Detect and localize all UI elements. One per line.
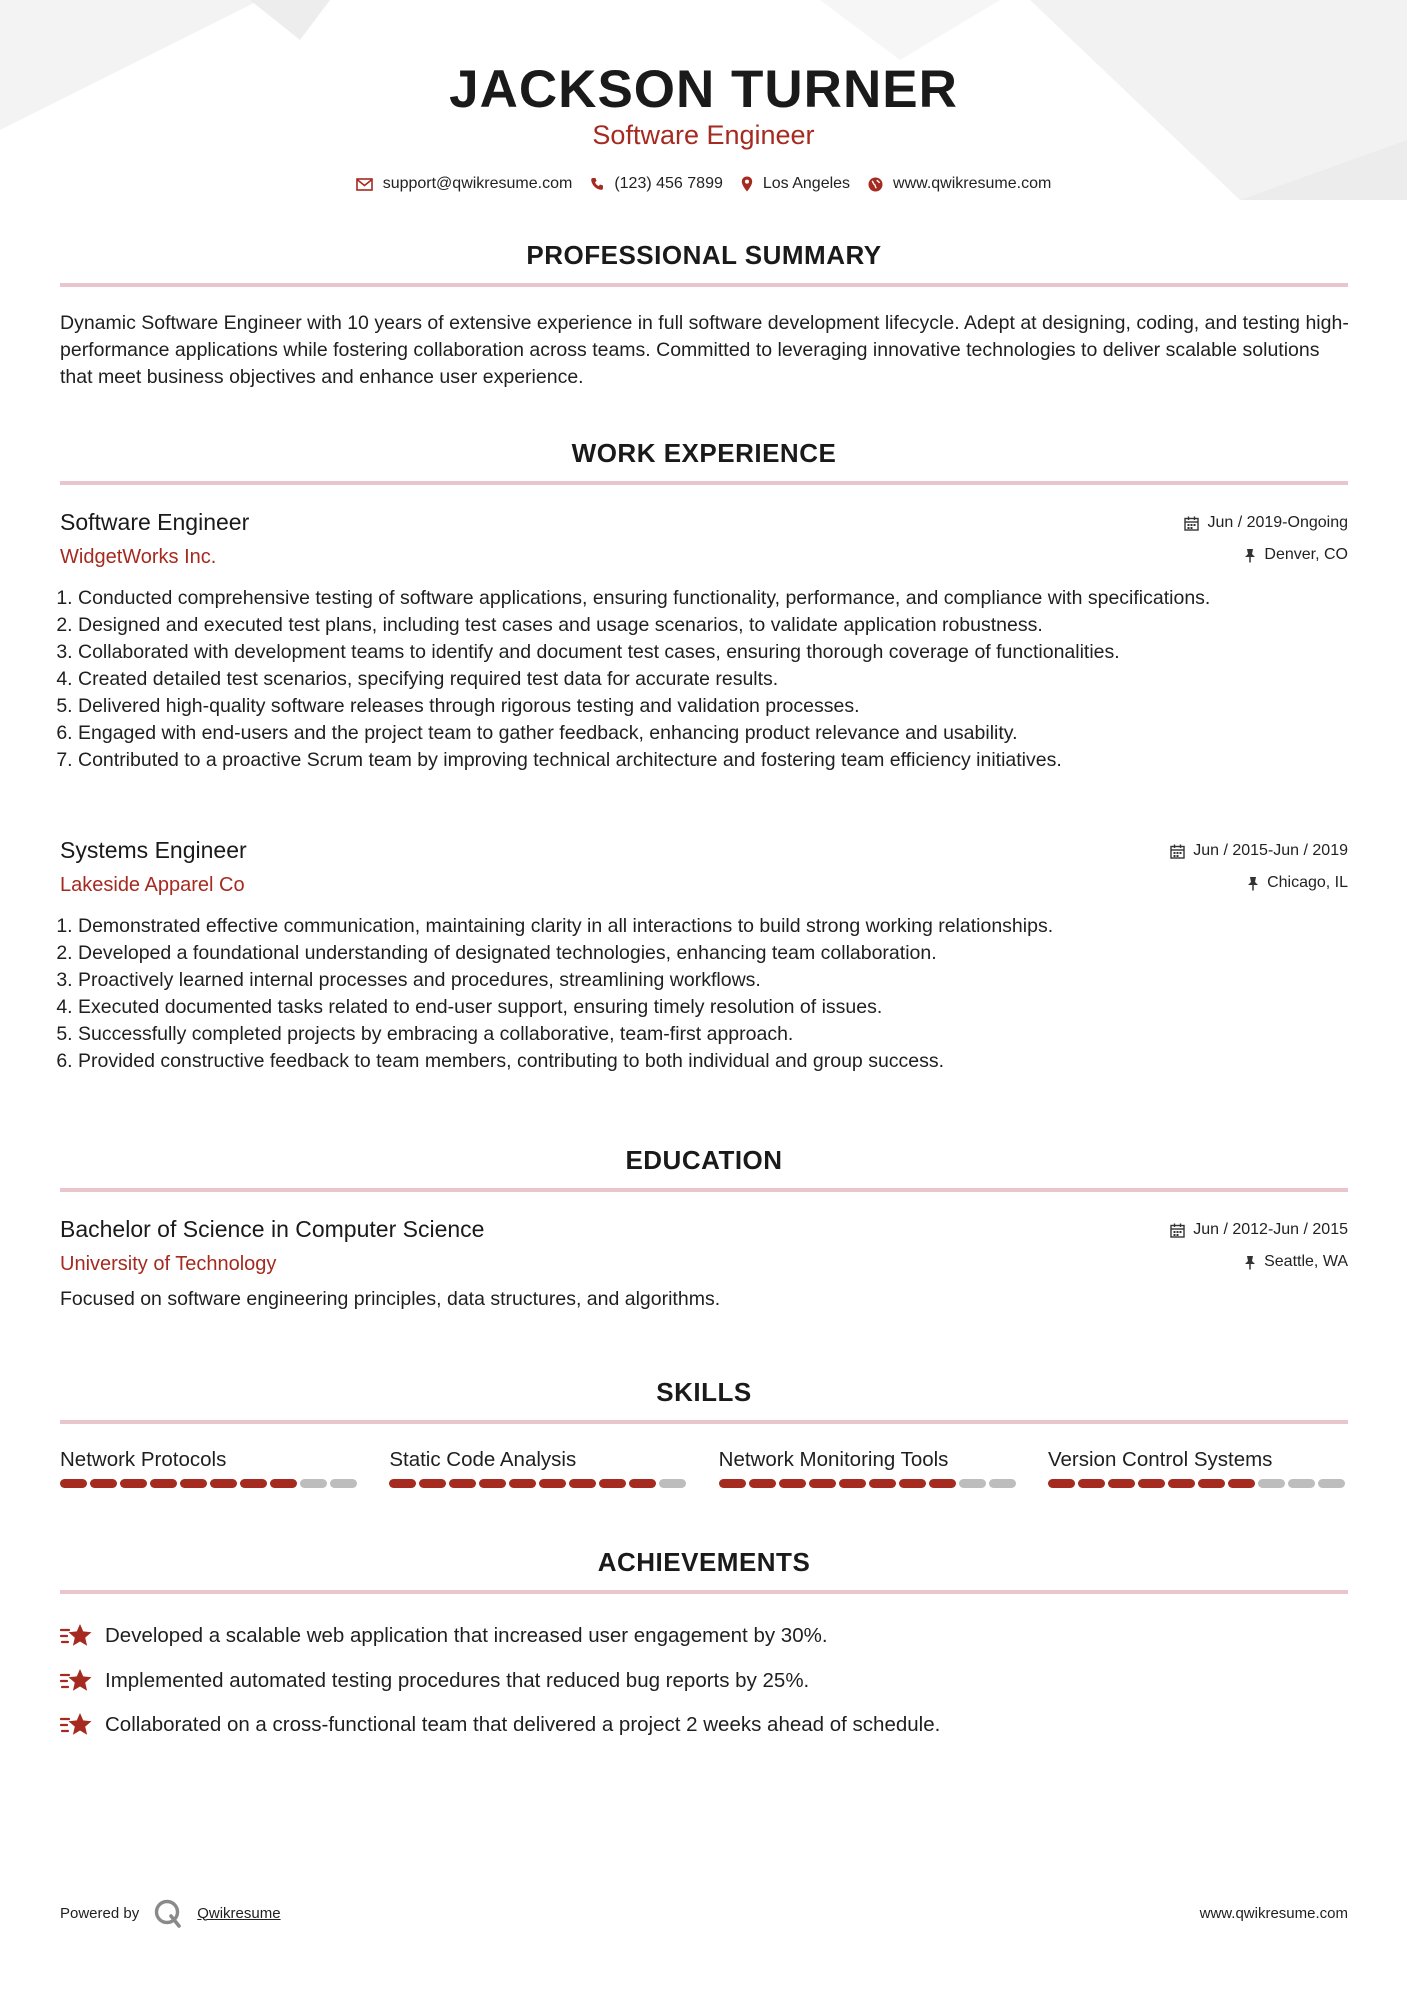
skill-rating-bar <box>389 1479 689 1488</box>
skill-segment-filled <box>1228 1479 1255 1488</box>
achievement-item <box>60 1614 1348 1659</box>
skill-rating-bar <box>60 1479 360 1488</box>
list-item: 6. Engaged with end-users and the project team to gather feedback, enhancing product relevance and usability. <box>78 720 1328 747</box>
globe-icon <box>868 177 883 192</box>
list-item: 1. Demonstrated effective communication, maintaining clarity in all interactions to build strong working relationships. <box>78 913 1328 940</box>
calendar-icon <box>1184 516 1199 531</box>
skill-segment-empty <box>959 1479 986 1488</box>
job-responsibilities-list <box>60 585 1328 774</box>
summary-text: Dynamic Software Engineer with 10 years of extensive experience in full software development lifecycle. Adept at designing, coding, and testing high-performance applications while fostering collaboration across teams. Committed to leveraging innovative technologies to deliver scalable solutions that meet business objectives and enhance user experience. <box>60 312 1349 388</box>
skill-segment-filled <box>419 1479 446 1488</box>
skill-segment-empty <box>989 1479 1016 1488</box>
skill-segment-filled <box>929 1479 956 1488</box>
skill-item <box>1048 1446 1348 1488</box>
skill-segment-empty <box>659 1479 686 1488</box>
list-item: 5. Successfully completed projects by embracing a collaborative, team-first approach. <box>78 1021 1328 1048</box>
contact-website-text[interactable]: www.qwikresume.com <box>893 175 1052 192</box>
skill-segment-filled <box>1168 1479 1195 1488</box>
skills-divider <box>60 1420 1348 1424</box>
pushpin-icon <box>1244 1255 1256 1270</box>
skill-segment-empty <box>330 1479 357 1488</box>
skill-segment-filled <box>150 1479 177 1488</box>
contact-bar <box>0 172 1407 196</box>
skill-segment-empty <box>300 1479 327 1488</box>
skill-segment-filled <box>569 1479 596 1488</box>
contact-location-text: Los Angeles <box>762 175 851 192</box>
pushpin-icon <box>1244 548 1256 563</box>
candidate-name: JACKSON TURNER <box>449 60 958 119</box>
skill-segment-filled <box>719 1479 746 1488</box>
achievement-item <box>60 1703 1348 1748</box>
star-icon <box>60 1668 93 1694</box>
job-date-text: Jun / 2015-Jun / 2019 <box>1193 842 1348 859</box>
skill-rating-bar <box>719 1479 1019 1488</box>
skill-item <box>389 1446 689 1488</box>
skill-segment-filled <box>90 1479 117 1488</box>
job-title: Software Engineer <box>60 509 250 535</box>
contact-phone <box>590 175 723 193</box>
education-location-text: Seattle, WA <box>1264 1253 1348 1270</box>
skill-segment-filled <box>1138 1479 1165 1488</box>
achievement-text: Collaborated on a cross-functional team that delivered a project 2 weeks ahead of schedule. <box>105 1713 941 1737</box>
skill-segment-empty <box>1258 1479 1285 1488</box>
skill-segment-empty <box>1288 1479 1315 1488</box>
skill-name: Version Control Systems <box>1047 1448 1273 1471</box>
calendar-icon <box>1170 1223 1185 1238</box>
achievement-item <box>60 1659 1348 1704</box>
skill-item <box>719 1446 1019 1488</box>
list-item: 2. Developed a foundational understanding of designated technologies, enhancing team collaboration. <box>78 940 1328 967</box>
footer-powered-by <box>60 1898 281 1928</box>
job-company: Lakeside Apparel Co <box>60 874 245 896</box>
list-item: 3. Proactively learned internal processes and procedures, streamlining workflows. <box>78 967 1328 994</box>
list-item: 2. Designed and executed test plans, including test cases and usage scenarios, to validate application robustness. <box>78 612 1328 639</box>
footer-website-link[interactable]: www.qwikresume.com <box>1199 1905 1348 1922</box>
education-date <box>1170 1219 1348 1241</box>
skill-segment-filled <box>449 1479 476 1488</box>
job-entry <box>60 835 1348 1085</box>
education-entry <box>60 1214 1348 1324</box>
list-item: 4. Created detailed test scenarios, specifying required test data for accurate results. <box>78 666 1328 693</box>
achievements-section-title: ACHIEVEMENTS <box>597 1547 811 1577</box>
skill-name: Network Protocols <box>60 1448 227 1471</box>
skill-segment-filled <box>270 1479 297 1488</box>
powered-by-label: Powered by <box>60 1904 140 1922</box>
job-location-text: Chicago, IL <box>1267 874 1348 891</box>
skill-segment-filled <box>839 1479 866 1488</box>
experience-divider <box>60 481 1348 485</box>
achievements-divider <box>60 1590 1348 1594</box>
skill-segment-filled <box>779 1479 806 1488</box>
school-name: University of Technology <box>60 1253 277 1275</box>
envelope-icon <box>356 178 373 191</box>
job-location <box>1244 544 1348 566</box>
job-date <box>1184 512 1348 534</box>
job-date <box>1170 840 1348 862</box>
job-date-text: Jun / 2019-Ongoing <box>1207 514 1348 531</box>
experience-section-title: WORK EXPERIENCE <box>571 438 837 468</box>
skill-segment-filled <box>749 1479 776 1488</box>
footer-brand-link[interactable]: Qwikresume <box>197 1904 281 1922</box>
star-icon <box>60 1712 93 1738</box>
job-location <box>1247 872 1348 894</box>
skills-list <box>60 1446 1348 1488</box>
list-item: 1. Conducted comprehensive testing of software applications, ensuring functionality, performance, and compliance with specifications. <box>78 585 1328 612</box>
contact-email-text[interactable]: support@qwikresume.com <box>382 175 573 192</box>
summary-section-title: PROFESSIONAL SUMMARY <box>526 240 882 270</box>
education-description: Focused on software engineering principles, data structures, and algorithms. <box>60 1288 721 1310</box>
skill-rating-bar <box>1048 1479 1348 1488</box>
summary-divider <box>60 283 1348 287</box>
job-company: WidgetWorks Inc. <box>60 546 217 568</box>
skill-segment-filled <box>629 1479 656 1488</box>
list-item: 4. Executed documented tasks related to end-user support, ensuring timely resolution of issues. <box>78 994 1328 1021</box>
degree-title: Bachelor of Science in Computer Science <box>60 1216 485 1242</box>
pushpin-icon <box>1247 876 1259 891</box>
skill-segment-filled <box>509 1479 536 1488</box>
skill-name: Network Monitoring Tools <box>718 1448 949 1471</box>
skill-segment-filled <box>120 1479 147 1488</box>
achievement-text: Implemented automated testing procedures that reduced bug reports by 25%. <box>105 1668 810 1692</box>
job-title: Systems Engineer <box>60 837 247 863</box>
education-date-text: Jun / 2012-Jun / 2015 <box>1193 1221 1348 1238</box>
job-responsibilities-list <box>60 913 1328 1075</box>
contact-phone-text[interactable]: (123) 456 7899 <box>614 175 723 192</box>
skill-segment-filled <box>539 1479 566 1488</box>
skill-segment-filled <box>389 1479 416 1488</box>
skill-segment-empty <box>1318 1479 1345 1488</box>
candidate-role: Software Engineer <box>592 120 815 150</box>
skill-segment-filled <box>479 1479 506 1488</box>
list-item: 6. Provided constructive feedback to team members, contributing to both individual and group success. <box>78 1048 1328 1075</box>
skill-segment-filled <box>899 1479 926 1488</box>
qwikresume-logo-icon <box>153 1898 183 1928</box>
contact-email <box>356 175 573 193</box>
contact-website <box>868 175 1051 193</box>
achievements-list <box>60 1614 1348 1748</box>
skill-segment-filled <box>1108 1479 1135 1488</box>
star-icon <box>60 1623 93 1649</box>
skill-segment-filled <box>869 1479 896 1488</box>
skill-name: Static Code Analysis <box>389 1448 577 1471</box>
skill-segment-filled <box>1198 1479 1225 1488</box>
skill-segment-filled <box>1078 1479 1105 1488</box>
education-section-title: EDUCATION <box>625 1145 783 1175</box>
achievement-text: Developed a scalable web application that increased user engagement by 30%. <box>105 1624 828 1648</box>
contact-location <box>741 175 850 193</box>
skill-segment-filled <box>809 1479 836 1488</box>
phone-icon <box>590 177 604 191</box>
skill-segment-filled <box>210 1479 237 1488</box>
education-divider <box>60 1188 1348 1192</box>
education-location <box>1244 1251 1348 1273</box>
skill-item <box>60 1446 360 1488</box>
skills-section-title: SKILLS <box>656 1377 752 1407</box>
job-location-text: Denver, CO <box>1264 546 1348 563</box>
skill-segment-filled <box>60 1479 87 1488</box>
skill-segment-filled <box>240 1479 267 1488</box>
map-pin-icon <box>741 176 753 192</box>
list-item: 5. Delivered high-quality software releases through rigorous testing and validation processes. <box>78 693 1328 720</box>
list-item: 3. Collaborated with development teams to identify and document test cases, ensuring thorough coverage of functionalities. <box>78 639 1328 666</box>
job-entry <box>60 507 1348 807</box>
calendar-icon <box>1170 844 1185 859</box>
list-item: 7. Contributed to a proactive Scrum team by improving technical architecture and fostering team efficiency initiatives. <box>78 747 1328 774</box>
skill-segment-filled <box>1048 1479 1075 1488</box>
skill-segment-filled <box>599 1479 626 1488</box>
skill-segment-filled <box>180 1479 207 1488</box>
